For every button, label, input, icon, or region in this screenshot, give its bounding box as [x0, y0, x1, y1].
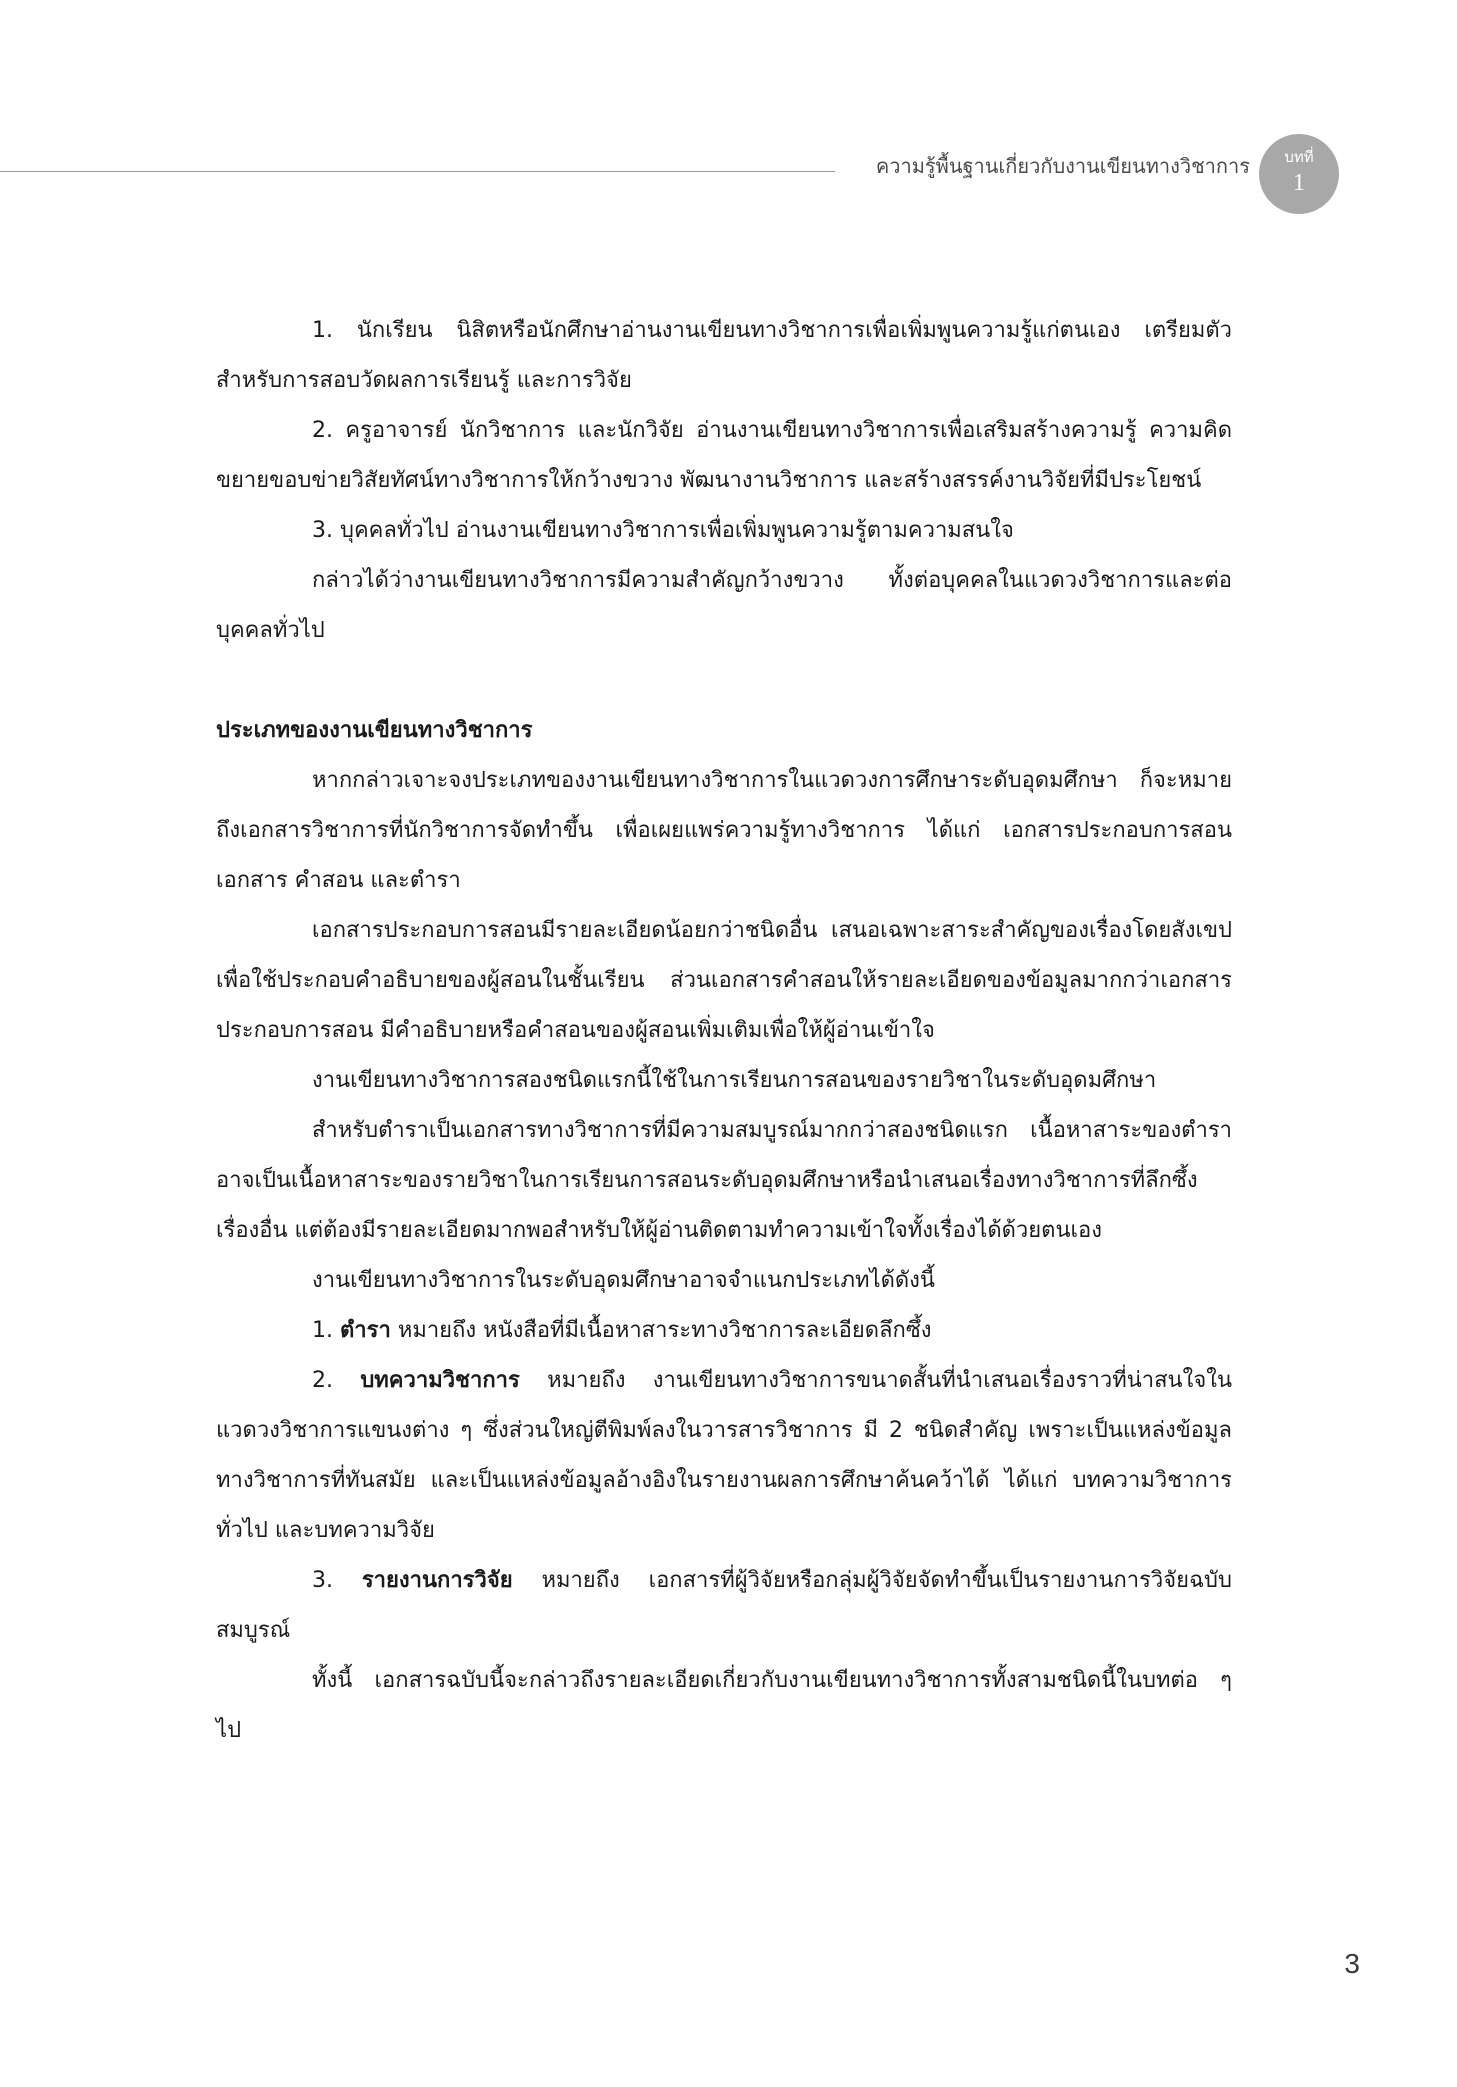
list-item-number: 3. — [312, 1568, 333, 1593]
chapter-label: บทที่ — [1284, 148, 1314, 166]
paragraph-reader-teachers: 2. ครูอาจารย์ นักวิชาการ และนักวิจัย อ่านงานเขียนทางวิชาการเพื่อเสริมสร้างความรู้ ความคิด ขยายขอบข่ายวิสัยทัศน์ทางวิชาการให้กว้างขวาง พัฒนางานวิชาการ และสร้างสรรค์งานวิจัยที่มีประโยชน์ — [216, 418, 1232, 493]
list-item-research-report — [216, 1556, 1232, 1656]
list-item-text: หมายถึง หนังสือที่มีเนื้อหาสาระทางวิชาการละเอียดลึกซึ้ง — [397, 1318, 932, 1343]
running-header-title: ความรู้พื้นฐานเกี่ยวกับงานเขียนทางวิชาการ — [875, 154, 1250, 178]
paragraph-classification: งานเขียนทางวิชาการในระดับอุดมศึกษาอาจจำแนกประเภทได้ดังนี้ — [312, 1268, 935, 1293]
paragraph-reader-general: 3. บุคคลทั่วไป อ่านงานเขียนทางวิชาการเพื่อเพิ่มพูนความรู้ตามความสนใจ — [312, 518, 1014, 543]
list-item-academic-article — [216, 1356, 1232, 1556]
chapter-number: 1 — [1293, 170, 1305, 196]
paragraph-types-intro: หากกล่าวเจาะจงประเภทของงานเขียนทางวิชาการในแวดวงการศึกษาระดับอุดมศึกษา ก็จะหมายถึงเอกสารวิชาการที่นักวิชาการจัดทำขึ้น เพื่อเผยแพร่ความรู้ทางวิชาการ ได้แก่ เอกสารประกอบการสอน เอกสาร คำสอน และตำรา — [216, 768, 1232, 893]
section-gap — [216, 656, 1232, 706]
paragraph-first-two-types: งานเขียนทางวิชาการสองชนิดแรกนี้ใช้ในการเรียนการสอนของรายวิชาในระดับอุดมศึกษา — [312, 1068, 1157, 1093]
paragraph-importance: กล่าวได้ว่างานเขียนทางวิชาการมีความสำคัญกว้างขวาง ทั้งต่อบุคคลในแวดวงวิชาการและต่อบุคคลทั่วไป — [216, 568, 1232, 643]
section-heading: ประเภทของงานเขียนทางวิชาการ — [216, 718, 533, 743]
list-item-text: หมายถึง เอกสารที่ผู้วิจัยหรือกลุ่มผู้วิจัยจัดทำขึ้นเป็นรายงานการวิจัยฉบับสมบูรณ์ — [216, 1568, 1232, 1643]
list-item-term: รายงานการวิจัย — [361, 1568, 513, 1593]
header-rule — [0, 171, 835, 172]
paragraph-reader-students: 1. นักเรียน นิสิตหรือนักศึกษาอ่านงานเขียนทางวิชาการเพื่อเพิ่มพูนความรู้แก่ตนเอง เตรียมตัวสำหรับการสอบวัดผลการเรียนรู้ และการวิจัย — [216, 318, 1232, 393]
paragraph-conclusion: ทั้งนี้ เอกสารฉบับนี้จะกล่าวถึงรายละเอียดเกี่ยวกับงานเขียนทางวิชาการทั้งสามชนิดนี้ในบทต่อ ๆ ไป — [216, 1668, 1232, 1743]
list-item-term: ตำรา — [340, 1318, 391, 1343]
page-number: 3 — [1344, 1948, 1360, 1979]
list-item-term: บทความวิชาการ — [360, 1368, 520, 1393]
list-item-textbook — [216, 1306, 1232, 1356]
paragraph-textbooks: สำหรับตำราเป็นเอกสารทางวิชาการที่มีความสมบูรณ์มากกว่าสองชนิดแรก เนื้อหาสาระของตำราอาจเป็นเนื้อหาสาระของรายวิชาในการเรียนการสอนระดับอุดมศึกษาหรือนำเสนอเรื่องทางวิชาการที่ลึกซึ้งเรื่องอื่น แต่ต้องมีรายละเอียดมากพอสำหรับให้ผู้อ่านติดตามทำความเข้าใจทั้งเรื่องได้ด้วยตนเอง — [216, 1118, 1232, 1243]
page-body — [216, 306, 1232, 1756]
chapter-badge — [1259, 134, 1339, 214]
list-item-number: 2. — [312, 1368, 333, 1393]
list-item-number: 1. — [312, 1318, 333, 1343]
list-item-text: หมายถึง งานเขียนทางวิชาการขนาดสั้นที่นำเสนอเรื่องราวที่น่าสนใจในแวดวงวิชาการแขนงต่าง ๆ ซึ่งส่วนใหญ่ตีพิมพ์ลงในวารสารวิชาการ มี 2 ชนิดสำคัญ เพราะเป็นแหล่งข้อมูลทางวิชาการที่ทันสมัย และเป็นแหล่งข้อมูลอ้างอิงในรายงานผลการศึกษาค้นคว้าได้ ได้แก่ บทความวิชาการทั่วไป และบทความวิจัย — [216, 1368, 1232, 1543]
paragraph-teaching-documents: เอกสารประกอบการสอนมีรายละเอียดน้อยกว่าชนิดอื่น เสนอเฉพาะสาระสำคัญของเรื่องโดยสังเขป เพื่อใช้ประกอบคำอธิบายของผู้สอนในชั้นเรียน ส่วนเอกสารคำสอนให้รายละเอียดของข้อมูลมากกว่าเอกสารประกอบการสอน มีคำอธิบายหรือคำสอนของผู้สอนเพิ่มเติมเพื่อให้ผู้อ่านเข้าใจ — [216, 918, 1232, 1043]
